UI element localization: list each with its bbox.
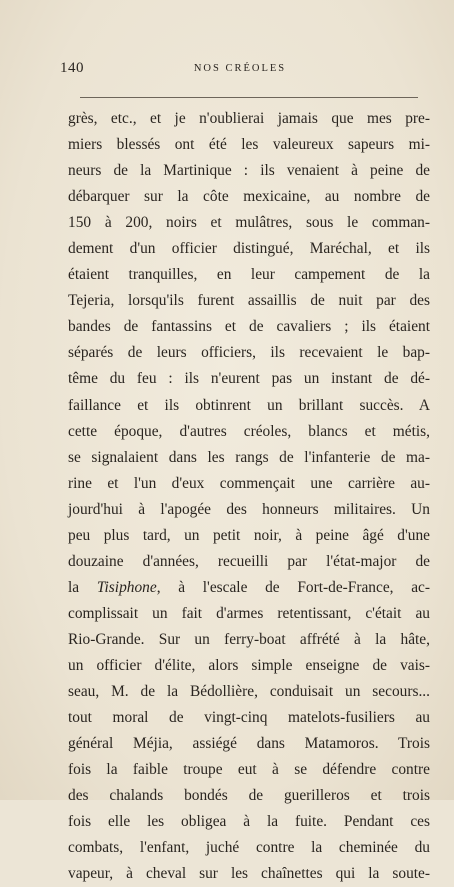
text-line: étaient tranquilles, en leur campement de la (68, 266, 430, 284)
text-line: cette époque, d'autres créoles, blancs et métis, (68, 422, 430, 440)
header-rule (80, 97, 418, 98)
text-line: neurs de la Martinique : ils venaient à peine de (68, 162, 430, 180)
text-line: des chalands bondés de guerilleros et trois (68, 787, 430, 805)
text-line: bandes de fantassins et de cavaliers ; ils étaient (68, 318, 430, 336)
running-head: NOS CRÉOLES (193, 63, 287, 74)
text-line: séparés de leurs officiers, ils recevaient le bap- (68, 344, 430, 362)
text-line: 150 à 200, noirs et mulâtres, sous le comman- (68, 214, 430, 232)
text-run: , à l'escale de Fort-de-France, ac- (156, 578, 430, 596)
text-line: jourd'hui à l'apogée des honneurs militaires. Un (68, 500, 430, 518)
text-line: tême du feu : ils n'eurent pas un instant de dé- (68, 370, 430, 388)
text-line: douzaine d'années, recueilli par l'état-major de (68, 552, 430, 570)
text-line: grès, etc., et je n'oublierai jamais que mes pre- (68, 110, 430, 127)
text-line: combats, l'enfant, juché contre la cheminée du (68, 839, 430, 857)
text-line: débarquer sur la côte mexicaine, au nombre de (68, 188, 430, 206)
text-line: fois la faible troupe eut à se défendre contre (68, 761, 430, 779)
text-line (68, 575, 430, 601)
text-line: peu plus tard, un petit noir, à peine âgé d'une (68, 526, 430, 544)
text-line: faillance et ils obtinrent un brillant succès. A (68, 396, 430, 414)
text-line: se signalaient dans les rangs de l'infanterie de ma- (68, 448, 430, 466)
text-line: vapeur, à cheval sur les chaînettes qui la soute- (68, 865, 430, 883)
text-line: miers blessés ont été les valeureux sapeurs mi- (68, 136, 430, 154)
text-line: fois elle les obligea à la fuite. Pendant ces (68, 813, 430, 831)
body-text (68, 106, 430, 887)
text-line: dement d'un officier distingué, Maréchal, et ils (68, 240, 430, 258)
text-run: la (68, 578, 97, 596)
page-header (60, 60, 420, 82)
text-line: un officier d'élite, alors simple enseigne de vais- (68, 656, 430, 674)
text-line: rine et l'un d'eux commençait une carrière au- (68, 474, 430, 492)
text-line: seau, M. de la Bédollière, conduisait un secours... (68, 683, 430, 701)
text-line: tout moral de vingt-cinq matelots-fusiliers au (68, 709, 430, 727)
text-line: complissait un fait d'armes retentissant, c'était au (68, 604, 430, 622)
text-line: Rio-Grande. Sur un ferry-boat affrété à la hâte, (68, 630, 430, 648)
text-line: Tejeria, lorsqu'ils furent assaillis de nuit par des (68, 292, 430, 310)
ship-name-italic: Tisiphone (96, 578, 157, 596)
page-number: 140 (60, 60, 84, 76)
text-line: général Méjia, assiégé dans Matamoros. Trois (68, 735, 430, 753)
